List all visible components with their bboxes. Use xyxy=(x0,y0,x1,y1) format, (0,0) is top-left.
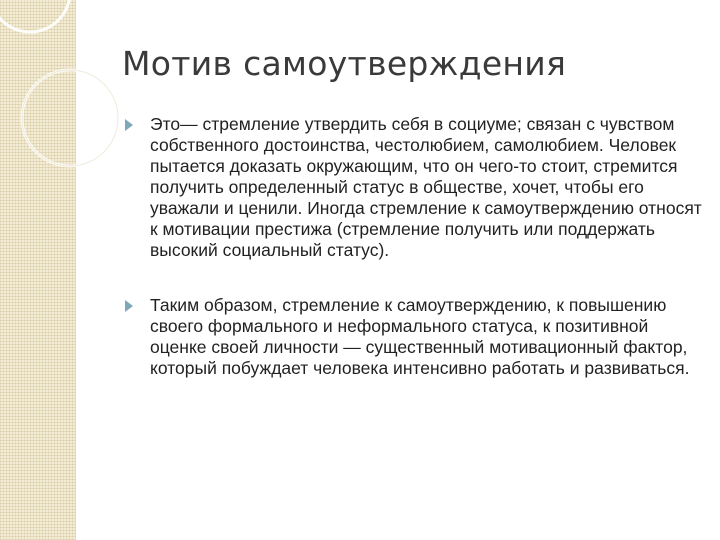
circle-ornament-icon xyxy=(0,0,120,200)
bullet-item-1 xyxy=(122,114,702,261)
bullet-text-1: Это— стремление утвердить себя в социуме; связан с чувством собственного достоинства, честолюбием, самолюбием. Человек пытается доказать окружающим, что он чего-то стоит, стремится получить определенный статус в обществе, хочет, чтобы его уважали и ценили. Иногда стремление к самоутверждению относят к мотивации престижа (стремление получить или поддержать высокий социальный статус). xyxy=(150,114,702,260)
bullet-item-2 xyxy=(122,295,702,379)
bullet-text-2: Таким образом, стремление к самоутверждению, к повышению своего формального и неформального статуса, к позитивной оценке своей личности — существенный мотивационный фактор, который побуждает человека интенсивно работать и развиваться. xyxy=(150,295,690,378)
triangle-bullet-icon xyxy=(125,119,133,131)
bullet-list xyxy=(122,114,702,379)
triangle-bullet-icon xyxy=(125,300,133,312)
slide-title: Мотив самоутверждения xyxy=(122,44,567,83)
